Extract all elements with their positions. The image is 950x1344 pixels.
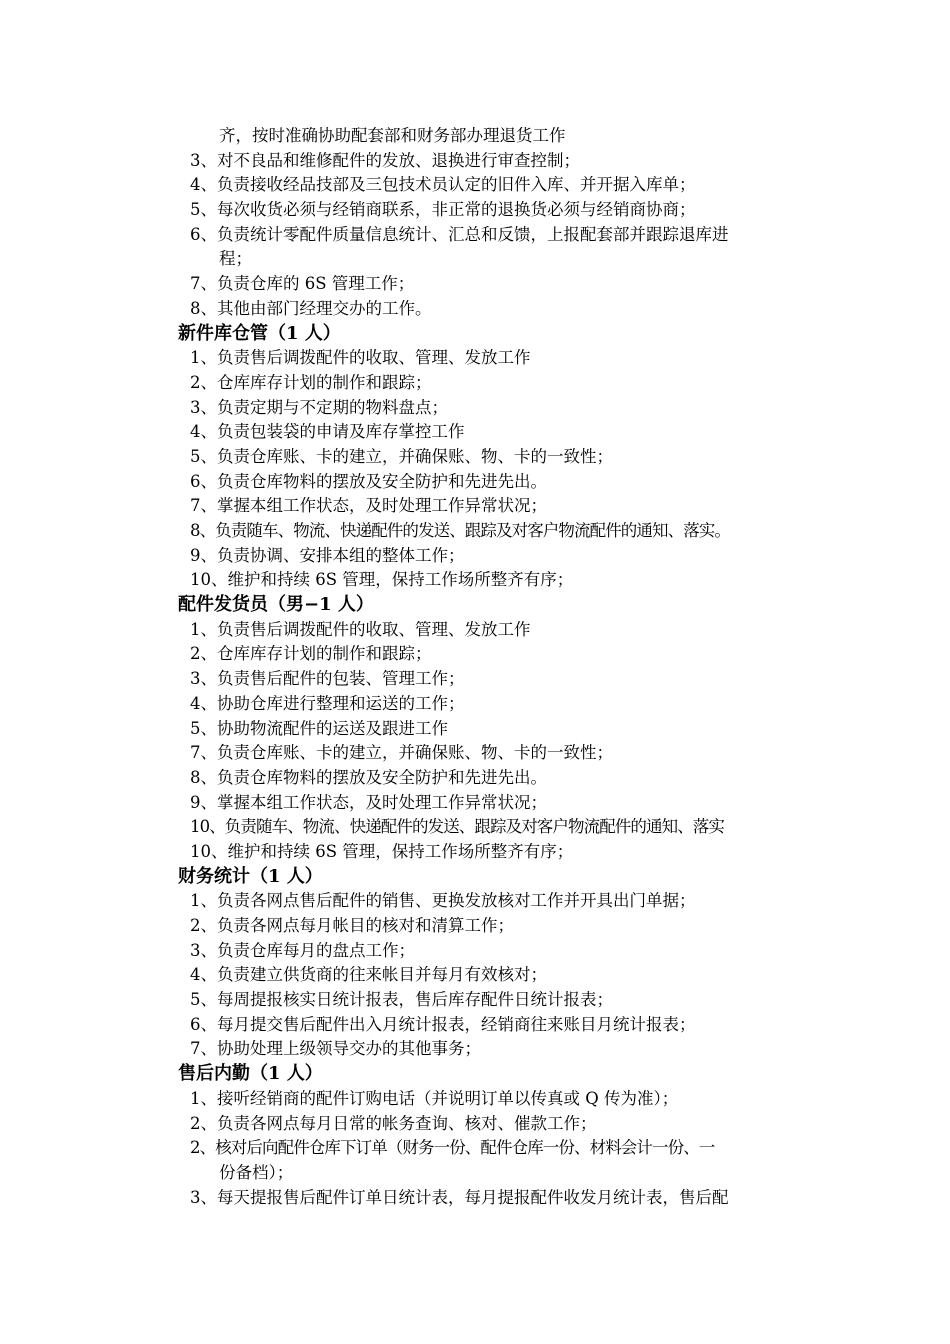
list-item: 1、接听经销商的配件订购电话（并说明订单以传真或 Q 传为准）； <box>190 1088 679 1108</box>
section-heading-new-parts-warehouse: 新件库仓管（1 人） <box>178 322 341 344</box>
section-heading-finance-statistics: 财务统计（1 人） <box>178 865 323 887</box>
list-item: 1、负责售后调拨配件的收取、管理、发放工作 <box>190 619 531 639</box>
section-heading-after-sales-office: 售后内勤（1 人） <box>178 1063 323 1085</box>
list-item: 1、负责各网点售后配件的销售、更换发放核对工作并开具出门单据； <box>190 891 696 911</box>
list-item: 3、负责售后配件的包装、管理工作； <box>190 669 465 689</box>
list-item: 4、协助仓库进行整理和运送的工作； <box>190 693 465 713</box>
intro-item: 3、对不良品和维修配件的发放、退换进行审查控制； <box>190 150 580 170</box>
list-item: 7、协助处理上级领导交办的其他事务； <box>190 1039 481 1059</box>
list-item: 9、负责协调、安排本组的整体工作； <box>190 545 465 565</box>
intro-item: 6、负责统计零配件质量信息统计、汇总和反馈，上报配套部并跟踪退库进 <box>190 224 729 244</box>
list-item: 2、负责各网点每月帐目的核对和清算工作； <box>190 916 514 935</box>
list-item: 10、维护和持续 6S 管理，保持工作场所整齐有序； <box>190 841 574 861</box>
intro-item: 8、其他由部门经理交办的工作。 <box>190 298 432 318</box>
intro-item: 7、负责仓库的 6S 管理工作； <box>190 274 415 294</box>
list-item: 7、负责仓库账、卡的建立，并确保账、物、卡的一致性； <box>190 743 613 763</box>
list-item: 10、维护和持续 6S 管理，保持工作场所整齐有序； <box>190 570 574 590</box>
list-item: 7、掌握本组工作状态，及时处理工作异常状况； <box>190 496 547 516</box>
intro-item: 5、每次收货必须与经销商联系，非正常的退换货必须与经销商协商； <box>190 200 696 220</box>
list-item: 3、每天提报售后配件订单日统计表，每月提报配件收发月统计表，售后配 <box>190 1187 729 1207</box>
list-item: 2、核对后向配件仓库下订单（财务一份、配件仓库一份、材料会计一份、一 <box>190 1138 715 1158</box>
list-item: 10、负责随车、物流、快递配件的发送、跟踪及对客户物流配件的通知、落实 <box>190 817 724 837</box>
list-item: 6、负责仓库物料的摆放及安全防护和先进先出。 <box>190 471 547 491</box>
list-item: 5、负责仓库账、卡的建立，并确保账、物、卡的一致性； <box>190 446 613 466</box>
list-item: 2、负责各网点每月日常的帐务查询、核对、催款工作； <box>190 1113 597 1133</box>
list-item-continuation: 份备档）； <box>219 1162 294 1182</box>
list-item: 5、每周提报核实日统计报表，售后库存配件日统计报表； <box>190 990 613 1010</box>
list-item: 3、负责定期与不定期的物料盘点； <box>190 397 448 417</box>
list-item: 3、负责仓库每月的盘点工作； <box>190 940 415 960</box>
section-heading-parts-shipper: 配件发货员（男−1 人） <box>178 594 374 616</box>
intro-item: 4、负责接收经品技部及三包技术员认定的旧件入库、并开据入库单； <box>190 175 696 195</box>
list-item: 1、负责售后调拨配件的收取、管理、发放工作 <box>190 348 531 368</box>
list-item: 4、负责建立供货商的往来帐目并每月有效核对； <box>190 965 547 985</box>
list-item: 2、仓库库存计划的制作和跟踪； <box>190 644 432 664</box>
list-item: 2、仓库库存计划的制作和跟踪； <box>190 372 432 392</box>
document-page <box>0 124 950 1210</box>
intro-item-continuation: 程； <box>219 249 252 269</box>
list-item: 4、负责包装袋的申请及库存掌控工作 <box>190 422 465 442</box>
list-item: 5、协助物流配件的运送及跟进工作 <box>190 718 448 738</box>
list-item: 9、掌握本组工作状态，及时处理工作异常状况； <box>190 792 547 812</box>
list-item: 8、负责随车、物流、快递配件的发送、跟踪及对客户物流配件的通知、落实。 <box>190 521 730 540</box>
list-item: 8、负责仓库物料的摆放及安全防护和先进先出。 <box>190 767 547 787</box>
list-item: 6、每月提交售后配件出入月统计报表，经销商往来账目月统计报表； <box>190 1014 696 1034</box>
intro-continuation-line: 齐，按时准确协助配套部和财务部办理退货工作 <box>219 126 566 145</box>
